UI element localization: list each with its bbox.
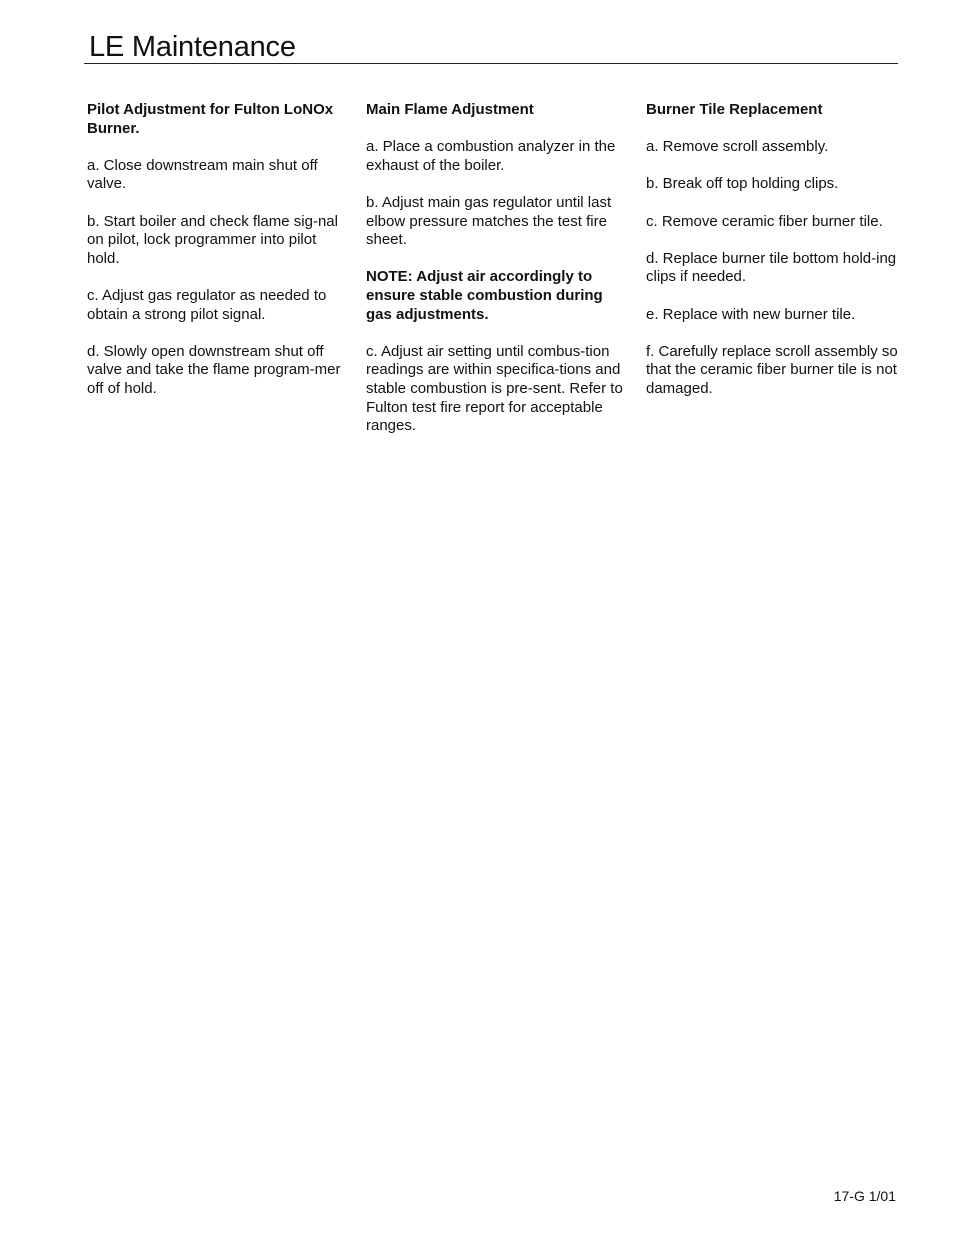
step-paragraph: f. Carefully replace scroll assembly so that the ceramic fiber burner tile is not damaged. xyxy=(646,342,898,397)
step-paragraph: d. Replace burner tile bottom hold-ing clips if needed. xyxy=(646,249,897,286)
step-paragraph: a. Close downstream main shut off valve. xyxy=(87,156,318,193)
page-footer-code: 17-G 1/01 xyxy=(833,1188,896,1204)
step-paragraph: c. Adjust gas regulator as needed to obtain a strong pilot signal. xyxy=(87,286,327,323)
column-pilot-adjustment xyxy=(87,101,349,417)
page-title: LE Maintenance xyxy=(89,31,296,63)
step-paragraph: b. Adjust main gas regulator until last elbow pressure matches the test fire sheet. xyxy=(366,193,612,249)
step-paragraph: b. Start boiler and check flame sig-nal on pilot, lock programmer into pilot hold. xyxy=(87,212,338,267)
step-paragraph: a. Remove scroll assembly. xyxy=(646,138,829,156)
step-paragraph: a. Place a combustion analyzer in the exhaust of the boiler. xyxy=(366,138,616,174)
step-paragraph: e. Replace with new burner tile. xyxy=(646,305,856,323)
step-paragraph: c. Adjust air setting until combus-tion readings are within specifica-tions and stable combustion is pre-sent. Refer to Fulton test fire report for acceptable ranges. xyxy=(366,342,623,435)
section-heading: Main Flame Adjustment xyxy=(366,101,534,118)
header-divider xyxy=(84,63,898,64)
column-main-flame-adjustment xyxy=(366,101,628,454)
note-paragraph: NOTE: Adjust air accordingly to ensure stable combustion during gas adjustments. xyxy=(366,268,603,323)
section-heading: Burner Tile Replacement xyxy=(646,101,823,118)
section-heading: Pilot Adjustment for Fulton LoNOx Burner. xyxy=(87,101,334,137)
column-burner-tile-replacement xyxy=(646,101,908,417)
step-paragraph: c. Remove ceramic fiber burner tile. xyxy=(646,212,883,230)
step-paragraph: d. Slowly open downstream shut off valve and take the flame program-mer off of hold. xyxy=(87,342,341,397)
step-paragraph: b. Break off top holding clips. xyxy=(646,175,839,193)
